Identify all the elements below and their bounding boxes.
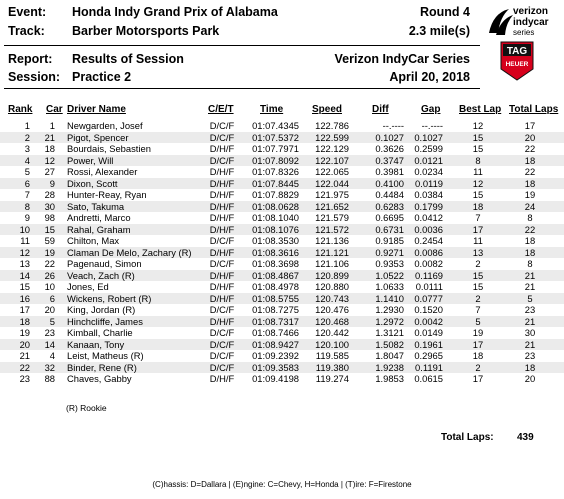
table-row xyxy=(0,201,564,213)
cell-diff: 1.2972 xyxy=(375,315,404,327)
cell-car: 88 xyxy=(44,373,55,384)
cell-diff: 1.1410 xyxy=(375,292,404,304)
cell-time: 01:08.5755 xyxy=(252,292,299,304)
table-row xyxy=(0,327,564,339)
cell-speed: 121.121 xyxy=(315,246,349,258)
cell-cet: D/C/F xyxy=(209,258,235,269)
cell-total-laps: 24 xyxy=(524,200,536,212)
cell-driver: Dixon, Scott xyxy=(67,177,118,189)
cell-gap: 0.0615 xyxy=(414,373,443,384)
cell-diff: --.---- xyxy=(382,120,404,131)
cell-total-laps: 8 xyxy=(527,212,533,223)
cell-total-laps: 21 xyxy=(524,269,536,281)
cell-speed: 122.129 xyxy=(315,143,349,154)
cell-total-laps: 30 xyxy=(524,327,536,338)
cell-speed: 122.599 xyxy=(315,131,349,143)
cell-driver: Power, Will xyxy=(67,154,114,166)
cell-gap: 0.2454 xyxy=(414,235,443,246)
cell-car: 26 xyxy=(44,269,55,281)
cell-driver: King, Jordan (R) xyxy=(67,304,136,315)
cell-cet: D/H/F xyxy=(209,223,235,235)
cell-car: 32 xyxy=(44,361,55,373)
cell-diff: 0.6695 xyxy=(375,212,404,223)
cell-best-lap: 13 xyxy=(472,246,484,258)
table-row xyxy=(0,120,564,132)
cell-best-lap: 8 xyxy=(475,154,481,166)
cell-rank: 19 xyxy=(19,327,30,338)
cell-diff: 0.9353 xyxy=(375,258,404,269)
table-row xyxy=(0,155,564,167)
cell-speed: 121.652 xyxy=(315,200,349,212)
report-name: Results of Session xyxy=(72,52,184,66)
cell-gap: 0.0121 xyxy=(414,154,443,166)
cell-best-lap: 11 xyxy=(473,235,483,246)
cell-driver: Andretti, Marco xyxy=(67,212,131,223)
cell-diff: 1.9238 xyxy=(375,361,404,373)
cell-speed: 120.899 xyxy=(315,269,349,281)
cell-car: 19 xyxy=(44,246,55,258)
session-date: April 20, 2018 xyxy=(389,70,470,84)
cell-rank: 15 xyxy=(19,281,30,292)
cell-driver: Newgarden, Josef xyxy=(67,120,143,131)
series-logo-line-2: indycar xyxy=(513,17,549,28)
cell-diff: 1.0522 xyxy=(375,269,404,281)
cell-car: 59 xyxy=(44,235,55,246)
cell-rank: 4 xyxy=(24,154,30,166)
table-row xyxy=(0,212,564,224)
cell-total-laps: 20 xyxy=(524,131,536,143)
cell-rank: 5 xyxy=(24,166,30,177)
cell-cet: D/C/F xyxy=(209,154,235,166)
cell-speed: 120.442 xyxy=(315,327,349,338)
cell-rank: 1 xyxy=(24,120,30,131)
cell-rank: 11 xyxy=(20,235,30,246)
cell-best-lap: 7 xyxy=(475,304,481,315)
col-time: Time xyxy=(260,104,284,115)
table-row xyxy=(0,304,564,316)
cell-time: 01:08.9427 xyxy=(252,338,299,350)
cell-best-lap: 5 xyxy=(475,315,481,327)
cell-cet: D/C/F xyxy=(209,235,235,246)
cell-cet: D/H/F xyxy=(209,269,235,281)
cell-time: 01:08.1040 xyxy=(252,212,299,223)
cell-time: 01:08.3530 xyxy=(252,235,299,246)
cell-diff: 0.9185 xyxy=(375,235,404,246)
cell-best-lap: 7 xyxy=(475,212,481,223)
indycar-swoosh-icon xyxy=(489,9,513,35)
cell-cet: D/H/F xyxy=(209,189,235,200)
cell-rank: 22 xyxy=(19,361,30,373)
cell-best-lap: 17 xyxy=(472,223,484,235)
cell-diff: 1.0633 xyxy=(375,281,404,292)
cell-driver: Pigot, Spencer xyxy=(67,131,129,143)
cell-gap: 0.1961 xyxy=(414,338,443,350)
cell-rank: 12 xyxy=(19,246,30,258)
cell-car: 12 xyxy=(44,154,55,166)
cell-rank: 23 xyxy=(19,373,30,384)
cell-rank: 2 xyxy=(24,131,30,143)
table-row xyxy=(0,247,564,259)
cell-speed: 122.065 xyxy=(315,166,349,177)
cell-gap: 0.0042 xyxy=(414,315,443,327)
cell-cet: D/H/F xyxy=(209,281,235,292)
table-row xyxy=(0,350,564,362)
round-number: Round 4 xyxy=(420,5,470,19)
cell-cet: D/H/F xyxy=(209,177,235,189)
cell-car: 10 xyxy=(44,281,55,292)
cell-gap: 0.1027 xyxy=(414,131,443,143)
cell-cet: D/H/F xyxy=(209,292,235,304)
cell-rank: 17 xyxy=(19,304,30,315)
cell-diff: 0.9271 xyxy=(375,246,404,258)
col-speed: Speed xyxy=(312,104,343,115)
table-row xyxy=(0,316,564,328)
cell-diff: 0.3626 xyxy=(375,143,404,154)
total-laps-label: Total Laps: xyxy=(441,432,494,443)
cell-car: 27 xyxy=(44,166,55,177)
cell-speed: 120.743 xyxy=(315,292,349,304)
cell-time: 01:07.8829 xyxy=(252,189,299,200)
cell-cet: D/H/F xyxy=(209,166,235,177)
cell-car: 15 xyxy=(44,223,55,235)
cell-diff: 1.5082 xyxy=(375,338,404,350)
legend-text: (C)hassis: D=Dallara | (E)ngine: C=Chevy, H=Honda | (T)ire: F=Firestone xyxy=(152,480,412,489)
cell-gap: 0.0086 xyxy=(414,246,443,258)
cell-gap: --.---- xyxy=(421,120,443,131)
cell-speed: 120.476 xyxy=(315,304,349,315)
cell-time: 01:07.4345 xyxy=(252,120,299,131)
cell-car: 22 xyxy=(44,258,55,269)
cell-diff: 0.3981 xyxy=(375,166,404,177)
cell-speed: 120.100 xyxy=(315,338,349,350)
cell-best-lap: 18 xyxy=(472,350,484,361)
cell-gap: 0.2599 xyxy=(414,143,443,154)
series-name: Verizon IndyCar Series xyxy=(334,52,470,66)
cell-total-laps: 21 xyxy=(524,315,536,327)
cell-time: 01:08.0628 xyxy=(252,200,299,212)
header-bottom-rule xyxy=(4,88,480,89)
cell-speed: 122.044 xyxy=(315,177,349,189)
cell-cet: D/C/F xyxy=(209,361,235,373)
table-row xyxy=(0,339,564,351)
cell-gap: 0.2965 xyxy=(414,350,443,361)
cell-cet: D/C/F xyxy=(209,131,235,143)
session-label: Session: xyxy=(8,70,61,84)
cell-diff: 1.9853 xyxy=(375,373,404,384)
cell-driver: Leist, Matheus (R) xyxy=(67,350,144,361)
cell-total-laps: 22 xyxy=(524,143,536,154)
cell-gap: 0.0082 xyxy=(414,258,443,269)
cell-car: 1 xyxy=(49,120,55,131)
cell-diff: 0.3747 xyxy=(375,154,404,166)
cell-best-lap: 15 xyxy=(472,281,484,292)
cell-best-lap: 2 xyxy=(475,258,481,269)
cell-best-lap: 18 xyxy=(472,200,484,212)
header-rule xyxy=(4,45,480,46)
cell-speed: 119.380 xyxy=(315,361,349,373)
cell-speed: 119.274 xyxy=(315,373,349,384)
cell-gap: 0.1169 xyxy=(415,269,443,281)
cell-car: 30 xyxy=(44,200,55,212)
total-laps-value: 439 xyxy=(517,432,534,443)
cell-speed: 121.975 xyxy=(315,189,349,200)
cell-gap: 0.1520 xyxy=(414,304,443,315)
cell-best-lap: 15 xyxy=(472,189,484,200)
cell-total-laps: 18 xyxy=(524,235,536,246)
cell-best-lap: 17 xyxy=(472,373,484,384)
cell-driver: Pagenaud, Simon xyxy=(67,258,142,269)
cell-car: 98 xyxy=(44,212,55,223)
table-row xyxy=(0,362,564,374)
cell-total-laps: 22 xyxy=(524,166,536,177)
tag-logo-bottom: HEUER xyxy=(505,61,529,68)
cell-speed: 121.579 xyxy=(315,212,349,223)
cell-car: 5 xyxy=(49,315,55,327)
cell-cet: D/H/F xyxy=(209,315,235,327)
cell-cet: D/C/F xyxy=(209,120,235,131)
track-label: Track: xyxy=(8,24,45,38)
cell-gap: 0.0149 xyxy=(414,327,443,338)
col-diff: Diff xyxy=(372,104,389,115)
cell-gap: 0.1191 xyxy=(415,361,443,373)
cell-time: 01:09.2392 xyxy=(252,350,299,361)
event-name: Honda Indy Grand Prix of Alabama xyxy=(72,5,278,19)
cell-driver: Bourdais, Sebastien xyxy=(67,143,151,154)
col-cet: C/E/T xyxy=(208,104,234,115)
cell-best-lap: 12 xyxy=(472,120,484,131)
tag-logo-top: TAG xyxy=(506,46,528,57)
cell-cet: D/H/F xyxy=(209,212,235,223)
cell-total-laps: 22 xyxy=(524,223,536,235)
cell-time: 01:08.4978 xyxy=(252,281,299,292)
table-row xyxy=(0,224,564,236)
cell-time: 01:08.3616 xyxy=(252,246,299,258)
cell-time: 01:07.8092 xyxy=(252,154,299,166)
report-label: Report: xyxy=(8,52,53,66)
cell-car: 14 xyxy=(44,338,55,350)
table-row xyxy=(0,373,564,385)
track-name: Barber Motorsports Park xyxy=(72,24,220,38)
cell-total-laps: 18 xyxy=(524,177,536,189)
cell-total-laps: 17 xyxy=(524,120,536,131)
session-name: Practice 2 xyxy=(72,70,132,84)
table-row xyxy=(0,270,564,282)
cell-car: 23 xyxy=(44,327,55,338)
event-label: Event: xyxy=(8,5,47,19)
cell-gap: 0.1799 xyxy=(414,200,443,212)
cell-total-laps: 23 xyxy=(524,350,536,361)
cell-best-lap: 12 xyxy=(472,177,484,189)
cell-diff: 0.4484 xyxy=(375,189,404,200)
tag-heuer-logo xyxy=(500,41,534,81)
cell-total-laps: 19 xyxy=(524,189,536,200)
table-row xyxy=(0,258,564,270)
table-row xyxy=(0,143,564,155)
table-row xyxy=(0,132,564,144)
cell-driver: Rahal, Graham xyxy=(67,223,131,235)
cell-speed: 122.786 xyxy=(315,120,349,131)
cell-best-lap: 15 xyxy=(472,269,484,281)
cell-driver: Kanaan, Tony xyxy=(67,338,125,350)
cell-car: 20 xyxy=(44,304,55,315)
cell-car: 18 xyxy=(44,143,55,154)
series-logo-line-1: verizon xyxy=(513,6,549,17)
cell-driver: Hinchcliffe, James xyxy=(67,315,143,327)
cell-cet: D/C/F xyxy=(209,338,235,350)
cell-time: 01:07.8326 xyxy=(252,166,299,177)
cell-diff: 1.2930 xyxy=(375,304,404,315)
cell-car: 6 xyxy=(49,292,55,304)
cell-cet: D/H/F xyxy=(209,373,235,384)
table-row xyxy=(0,166,564,178)
cell-driver: Sato, Takuma xyxy=(67,200,125,212)
cell-speed: 120.880 xyxy=(315,281,349,292)
col-driver: Driver Name xyxy=(67,104,126,115)
col-gap: Gap xyxy=(421,104,441,115)
cell-time: 01:08.7317 xyxy=(252,315,299,327)
track-length: 2.3 mile(s) xyxy=(408,24,470,38)
cell-total-laps: 5 xyxy=(527,292,533,304)
cell-best-lap: 17 xyxy=(472,338,484,350)
col-car: Car xyxy=(46,104,63,115)
table-row xyxy=(0,293,564,305)
cell-car: 21 xyxy=(44,131,55,143)
col-best-lap: Best Lap xyxy=(459,104,502,115)
table-row xyxy=(0,235,564,247)
cell-gap: 0.0234 xyxy=(414,166,443,177)
cell-gap: 0.0119 xyxy=(415,177,443,189)
cell-gap: 0.0036 xyxy=(414,223,443,235)
cell-rank: 6 xyxy=(24,177,30,189)
cell-time: 01:07.8445 xyxy=(252,177,299,189)
rookie-note: (R) Rookie xyxy=(66,403,107,413)
cell-total-laps: 23 xyxy=(524,304,536,315)
cell-best-lap: 2 xyxy=(475,292,481,304)
cell-time: 01:08.7275 xyxy=(252,304,299,315)
cell-speed: 121.136 xyxy=(315,235,349,246)
series-logo-line-3: series xyxy=(513,28,535,37)
cell-rank: 8 xyxy=(24,200,30,212)
cell-time: 01:09.3583 xyxy=(252,361,299,373)
cell-speed: 119.585 xyxy=(315,350,349,361)
cell-diff: 0.6731 xyxy=(375,223,404,235)
cell-time: 01:07.7971 xyxy=(252,143,299,154)
cell-time: 01:07.5372 xyxy=(252,131,299,143)
col-rank: Rank xyxy=(8,104,33,115)
cell-rank: 21 xyxy=(19,350,30,361)
cell-gap: 0.0384 xyxy=(414,189,443,200)
cell-rank: 10 xyxy=(19,223,30,235)
cell-speed: 121.572 xyxy=(315,223,349,235)
cell-cet: D/C/F xyxy=(209,327,235,338)
cell-best-lap: 2 xyxy=(475,361,481,373)
cell-time: 01:09.4198 xyxy=(252,373,299,384)
cell-cet: D/H/F xyxy=(209,143,235,154)
cell-cet: D/C/F xyxy=(209,350,235,361)
cell-diff: 0.1027 xyxy=(375,131,404,143)
cell-time: 01:08.1076 xyxy=(252,223,299,235)
cell-rank: 3 xyxy=(24,143,30,154)
cell-rank: 14 xyxy=(19,269,30,281)
cell-total-laps: 20 xyxy=(524,373,536,384)
cell-speed: 121.106 xyxy=(315,258,349,269)
cell-driver: Chilton, Max xyxy=(67,235,120,246)
cell-gap: 0.0777 xyxy=(414,292,443,304)
cell-total-laps: 18 xyxy=(524,246,536,258)
cell-car: 9 xyxy=(49,177,55,189)
cell-rank: 7 xyxy=(24,189,30,200)
cell-rank: 13 xyxy=(19,258,30,269)
cell-driver: Kimball, Charlie xyxy=(67,327,133,338)
cell-car: 4 xyxy=(49,350,55,361)
cell-total-laps: 18 xyxy=(524,361,536,373)
cell-total-laps: 8 xyxy=(527,258,533,269)
cell-diff: 1.8047 xyxy=(375,350,404,361)
cell-driver: Jones, Ed xyxy=(67,281,109,292)
cell-best-lap: 19 xyxy=(472,327,484,338)
cell-best-lap: 11 xyxy=(473,166,483,177)
cell-diff: 1.3121 xyxy=(375,327,404,338)
cell-rank: 9 xyxy=(24,212,30,223)
cell-rank: 18 xyxy=(19,315,30,327)
cell-driver: Chaves, Gabby xyxy=(67,373,132,384)
cell-diff: 0.6283 xyxy=(375,200,404,212)
col-total-laps: Total Laps xyxy=(509,104,559,115)
cell-diff: 0.4100 xyxy=(375,177,404,189)
cell-best-lap: 15 xyxy=(472,131,484,143)
table-row xyxy=(0,281,564,293)
cell-gap: 0.0412 xyxy=(414,212,443,223)
cell-cet: D/H/F xyxy=(209,200,235,212)
indycar-series-logo xyxy=(487,3,561,41)
cell-car: 28 xyxy=(44,189,55,200)
cell-total-laps: 21 xyxy=(524,338,536,350)
cell-driver: Wickens, Robert (R) xyxy=(67,292,152,304)
cell-cet: D/C/F xyxy=(209,304,235,315)
cell-driver: Hunter-Reay, Ryan xyxy=(67,189,147,200)
cell-cet: D/H/F xyxy=(209,246,235,258)
cell-speed: 120.468 xyxy=(315,315,349,327)
cell-gap: 0.0111 xyxy=(415,281,443,292)
cell-speed: 122.107 xyxy=(315,154,349,166)
cell-time: 01:08.7466 xyxy=(252,327,299,338)
cell-driver: Binder, Rene (R) xyxy=(67,361,137,373)
cell-rank: 20 xyxy=(19,338,30,350)
cell-best-lap: 15 xyxy=(472,143,484,154)
cell-driver: Veach, Zach (R) xyxy=(67,269,135,281)
cell-total-laps: 18 xyxy=(524,154,536,166)
cell-time: 01:08.3698 xyxy=(252,258,299,269)
table-row xyxy=(0,178,564,190)
cell-rank: 16 xyxy=(19,292,30,304)
cell-driver: Rossi, Alexander xyxy=(67,166,138,177)
cell-driver: Claman De Melo, Zachary (R) xyxy=(67,246,192,258)
table-row xyxy=(0,189,564,201)
cell-time: 01:08.4867 xyxy=(252,269,299,281)
cell-total-laps: 21 xyxy=(524,281,536,292)
